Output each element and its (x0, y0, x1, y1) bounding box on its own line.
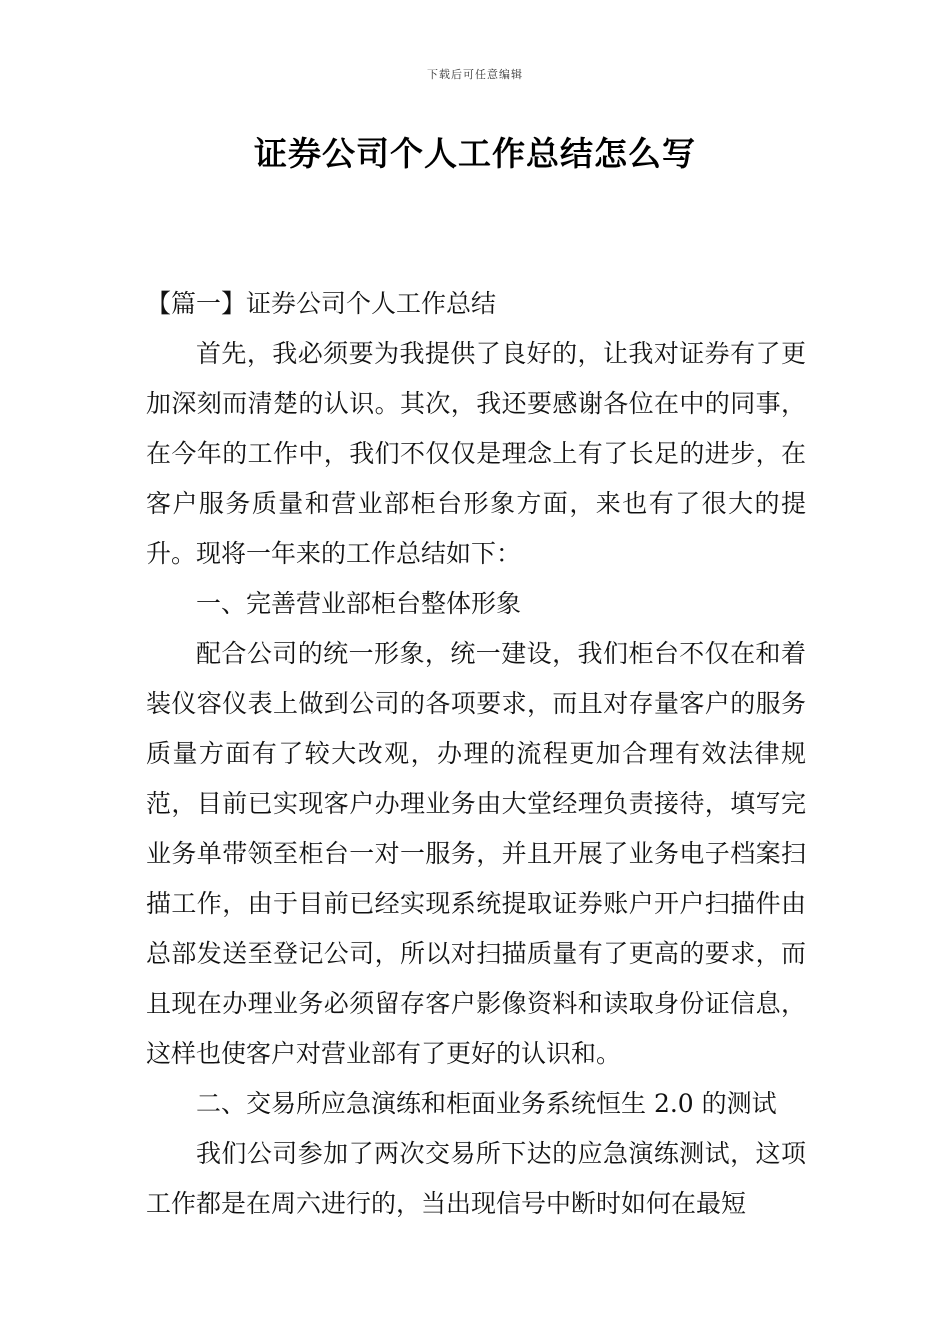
header-note: 下载后可任意编辑 (427, 68, 523, 81)
subheading-emergency-drill: 二、交易所应急演练和柜面业务系统恒生 2.0 的测试 (196, 1089, 777, 1118)
document-title: 证券公司个人工作总结怎么写 (254, 134, 696, 173)
subheading-counter-image: 一、完善营业部柜台整体形象 (196, 589, 522, 618)
paragraph-emergency-drill: 我们公司参加了两次交易所下达的应急演练测试，这项工作都是在周六进行的，当出现信号中断时如何在最短 (146, 1139, 806, 1218)
paragraph-counter-image: 配合公司的统一形象，统一建设，我们柜台不仅在和着装仪容仪表上做到公司的各项要求，而且对存量客户的服务质量方面有了较大改观，办理的流程更加合理有效法律规范，目前已实现客户办理业务由大堂经理负责接待，填写完业务单带领至柜台一对一服务，并且开展了业务电子档案扫描工作，由于目前已经实现系统提取证券账户开户扫描件由总部发送至登记公司，所以对扫描质量有了更高的要求，而且现在办理业务必须留存客户影像资料和读取身份证信息，这样也使客户对营业部有了更好的认识和。 (146, 639, 806, 1068)
section-heading: 【篇一】证券公司个人工作总结 (146, 289, 497, 318)
document-body (146, 279, 806, 1229)
paragraph-intro: 首先，我必须要为我提供了良好的，让我对证券有了更加深刻而清楚的认识。其次，我还要感谢各位在中的同事，在今年的工作中，我们不仅仅是理念上有了长足的进步，在客户服务质量和营业部柜台形象方面，来也有了很大的提升。现将一年来的工作总结如下： (146, 339, 806, 568)
